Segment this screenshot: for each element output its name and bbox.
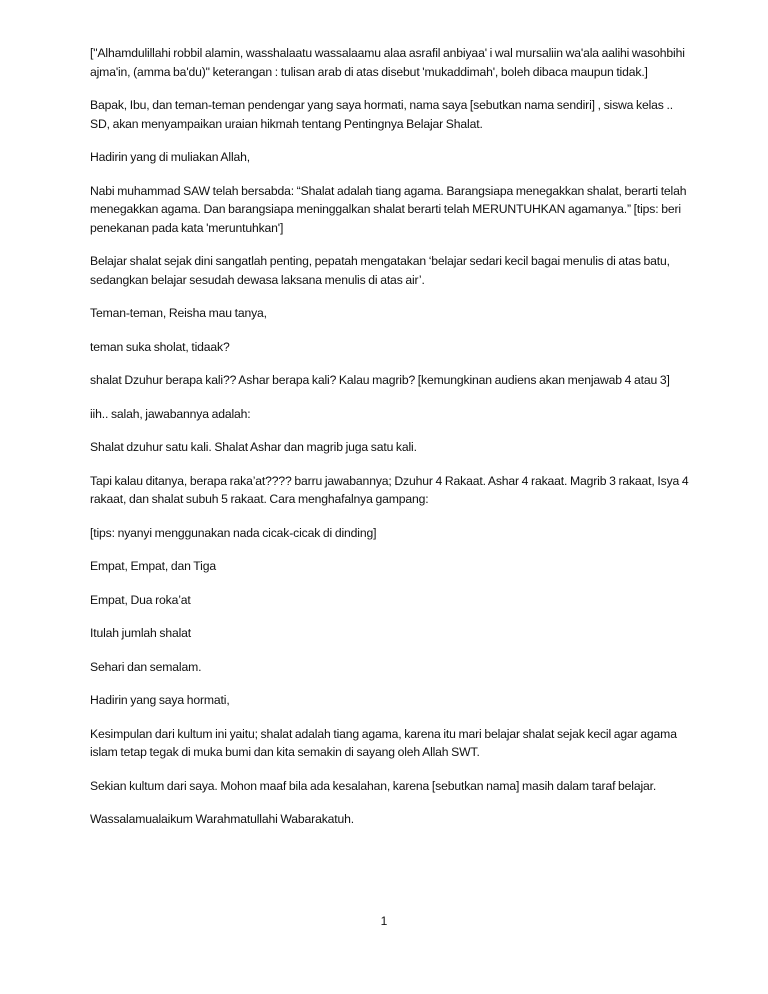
- paragraph-rakaat: Tapi kalau ditanya, berapa raka’at???? barru jawabannya; Dzuhur 4 Rakaat. Ashar 4 rakaat. Magrib 3 rakaat, Isya 4 rakaat, dan shalat subuh 5 rakaat. Cara menghafalnya gampang:: [90, 473, 689, 506]
- song-line-3: Itulah jumlah shalat: [90, 626, 192, 640]
- paragraph-greeting: Hadirin yang di muliakan Allah,: [90, 150, 251, 164]
- paragraph-introduction: Bapak, Ibu, dan teman-teman pendengar yang saya hormati, nama saya [sebutkan nama sendiri] , siswa kelas .. SD, akan menyampaikan uraian hikmah tentang Pentingnya Belajar Shalat.: [90, 98, 673, 131]
- paragraph-proverb: Belajar shalat sejak dini sangatlah penting, pepatah mengatakan ‘belajar sedari kecil bagai menulis di atas batu, sedangkan belajar sesudah dewasa laksana menulis di atas air’.: [90, 254, 670, 287]
- song-line-2: Empat, Dua roka’at: [90, 592, 191, 607]
- paragraph-closing: Sekian kultum dari saya. Mohon maaf bila ada kesalahan, karena [sebutkan nama] masih dalam taraf belajar.: [90, 778, 657, 793]
- paragraph-question-intro: Teman-teman, Reisha mau tanya,: [90, 306, 267, 320]
- paragraph-hadith: Nabi muhammad SAW telah bersabda: “Shalat adalah tiang agama. Barangsiapa menegakkan shalat, berarti telah menegakkan agama. Dan barangsiapa meninggalkan shalat berarti telah MERUNTUHKAN agamanya.” [tips: beri penekanan pada kata 'meruntuhkan']: [90, 183, 687, 235]
- paragraph-answer: Shalat dzuhur satu kali. Shalat Ashar dan magrib juga satu kali.: [90, 440, 417, 454]
- song-line-1: Empat, Empat, dan Tiga: [90, 559, 216, 573]
- document-body: [90, 44, 690, 844]
- paragraph-song-tip: [tips: nyanyi menggunakan nada cicak-cicak di dinding]: [90, 525, 377, 540]
- paragraph-conclusion: Kesimpulan dari kultum ini yaitu; shalat adalah tiang agama, karena itu mari belajar shalat sejak kecil agar agama islam tetap tegak di muka bumi dan kita semakin di sayang oleh Allah SWT.: [90, 726, 677, 759]
- song-line-4: Sehari dan semalam.: [90, 659, 202, 674]
- paragraph-salam: Wassalamualaikum Warahmatullahi Wabarakatuh.: [90, 812, 355, 826]
- paragraph-mukaddimah: ["Alhamdulillahi robbil alamin, wasshalaatu wassalaamu alaa asrafil anbiyaa' i wal mursaliin wa'ala aalihi wasohbihi ajma'in, (amma ba'du)" keterangan : tulisan arab di atas disebut 'mukaddimah', boleh dibaca maupun tidak.]: [90, 46, 685, 79]
- page-number: 1: [380, 914, 388, 928]
- paragraph-address: Hadirin yang saya hormati,: [90, 693, 230, 707]
- paragraph-question-1: teman suka sholat, tidaak?: [90, 339, 230, 354]
- paragraph-question-2: shalat Dzuhur berapa kali?? Ashar berapa kali? Kalau magrib? [kemungkinan audiens akan menjawab 4 atau 3]: [90, 373, 670, 387]
- paragraph-answer-intro: iih.. salah, jawabannya adalah:: [90, 406, 251, 421]
